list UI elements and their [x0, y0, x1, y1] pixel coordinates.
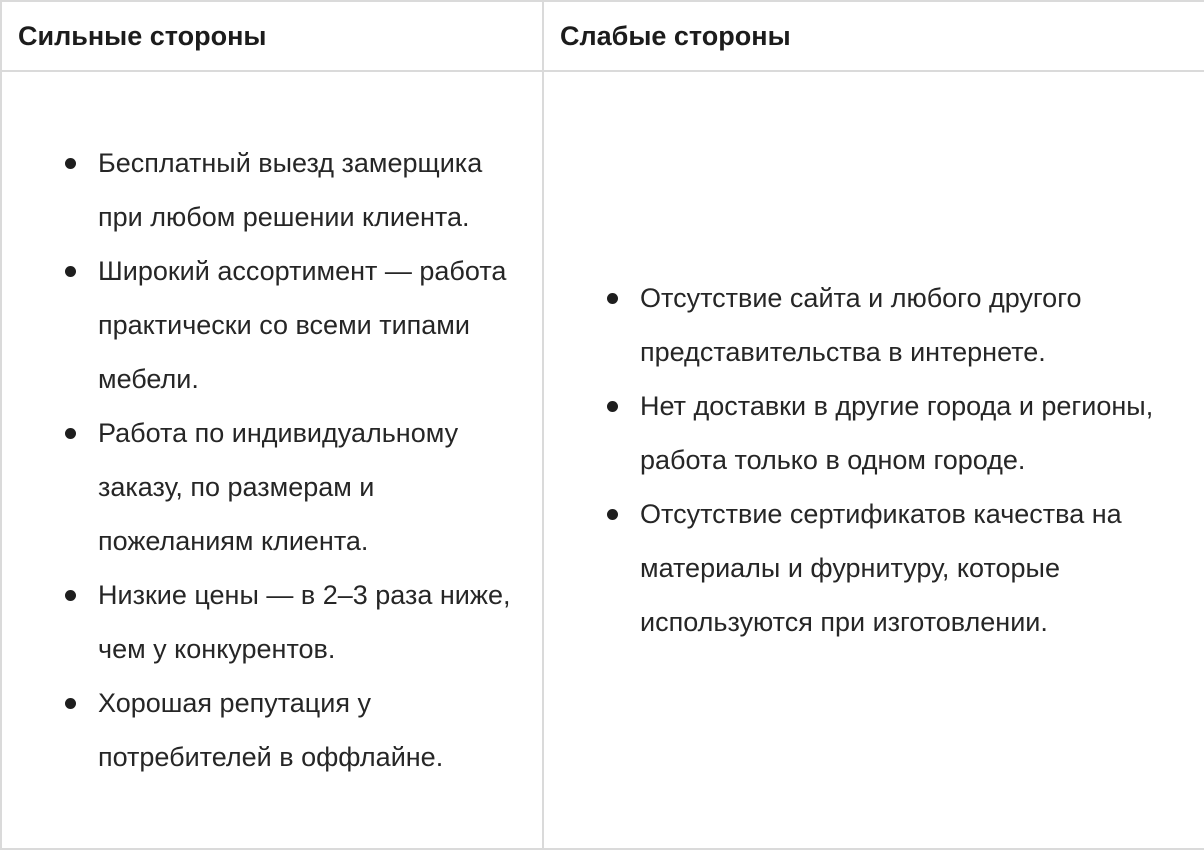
strengths-list — [2, 136, 522, 784]
list-item: Широкий ассортимент — работа практически со всеми типами мебели. — [98, 244, 522, 406]
strengths-cell — [1, 71, 543, 849]
table-header — [1, 1, 1204, 71]
list-item: Нет доставки в другие города и регионы, работа только в одном городе. — [640, 379, 1180, 487]
header-weaknesses: Слабые стороны — [543, 1, 1204, 71]
weaknesses-cell — [543, 71, 1204, 849]
header-strengths: Сильные стороны — [1, 1, 543, 71]
table-body — [1, 71, 1204, 849]
table-row — [1, 71, 1204, 849]
list-item: Бесплатный выезд замерщика при любом решении клиента. — [98, 136, 522, 244]
weaknesses-list — [544, 271, 1184, 649]
list-item: Отсутствие сайта и любого другого представительства в интернете. — [640, 271, 1180, 379]
list-item: Работа по индивидуальному заказу, по размерам и пожеланиям клиента. — [98, 406, 522, 568]
list-item: Отсутствие сертификатов качества на материалы и фурнитуру, которые используются при изготовлении. — [640, 487, 1180, 649]
list-item: Хорошая репутация у потребителей в оффлайне. — [98, 676, 522, 784]
list-item: Низкие цены — в 2–3 раза ниже, чем у конкурентов. — [98, 568, 522, 676]
header-row — [1, 1, 1204, 71]
